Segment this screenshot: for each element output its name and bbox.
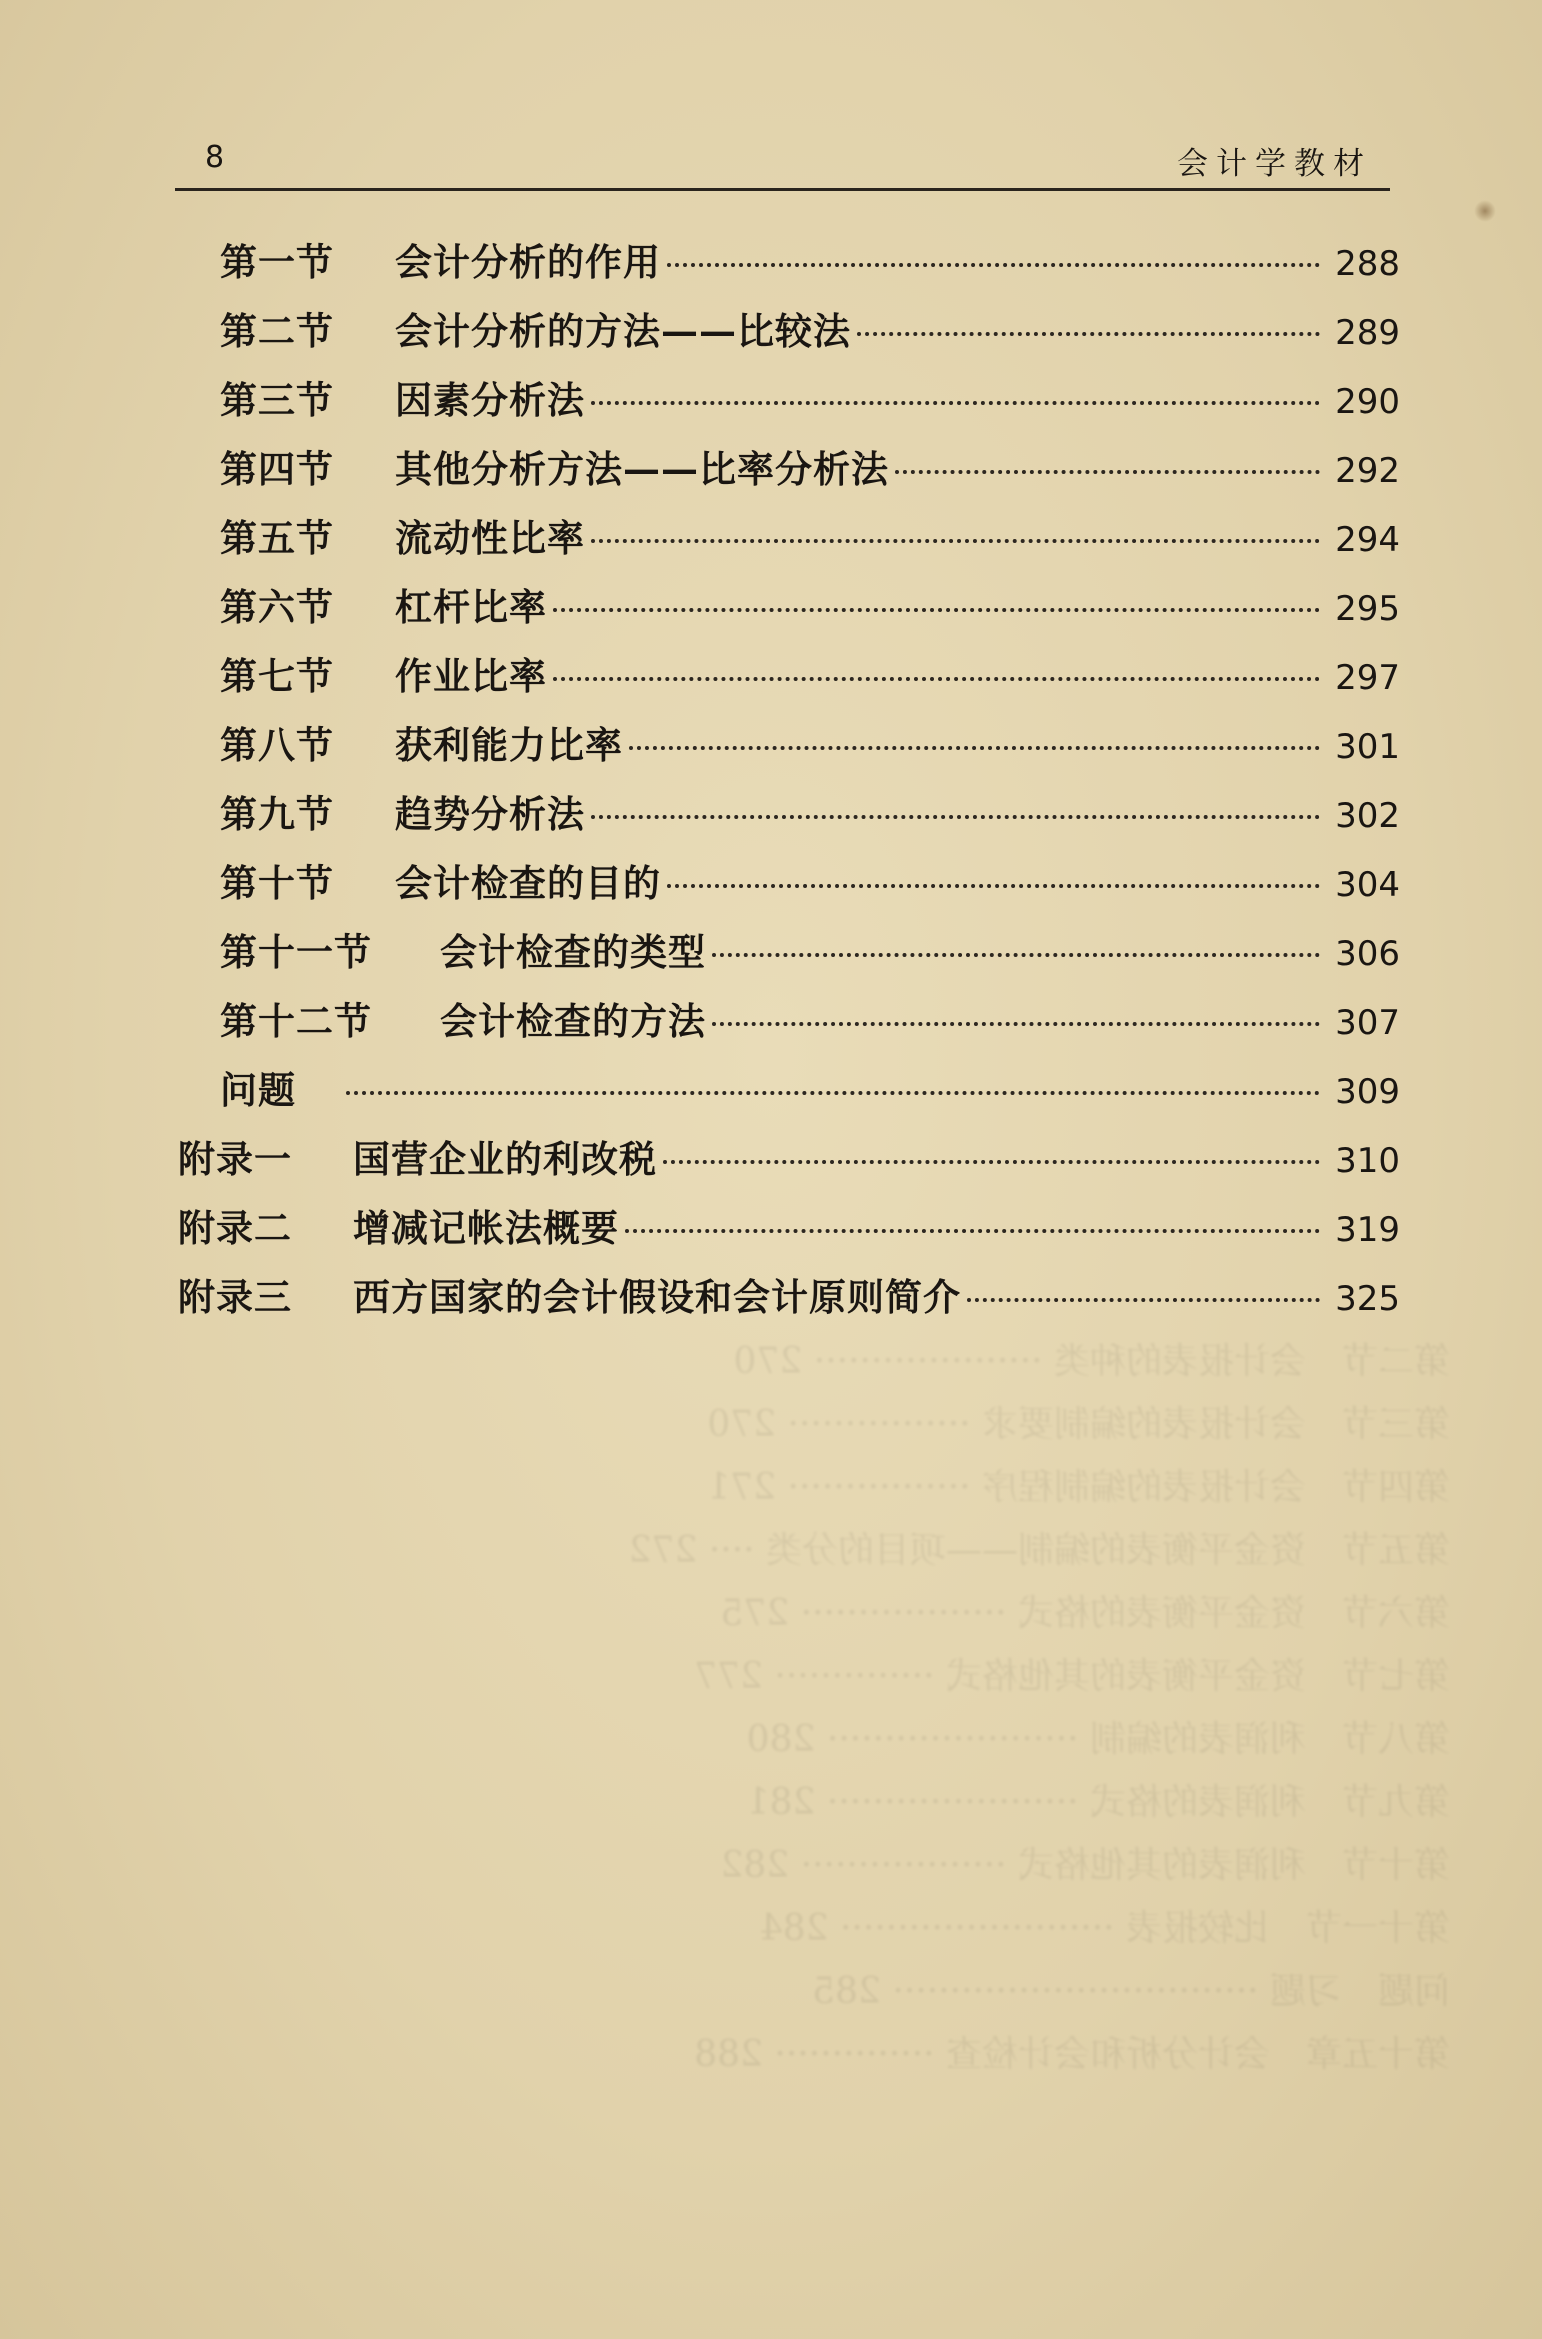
paper-stain <box>1474 200 1496 222</box>
dot-leader <box>712 953 1320 957</box>
toc-entry-number: 第四节 <box>220 447 334 491</box>
toc-entry-title: 国营企业的利改税 <box>353 1137 657 1181</box>
toc-entry-title: 因素分析法 <box>395 378 585 422</box>
toc-entry-title: 会计检查的方法 <box>440 999 706 1043</box>
toc-entry-number: 第二节 <box>220 309 334 353</box>
toc-entry-title: 杠杆比率 <box>395 585 547 629</box>
toc-entry <box>220 370 1400 420</box>
dot-leader <box>712 1022 1320 1026</box>
bleed-through-text: 第二节 会计报表的种类 ···················· 270 第三节 会计报表的编制要求 ················ 270 第四节 会计报表的编制程序 ················ 271 第五节 资金平衡表的编制——项目的分类 ···· 272 第六节 资金平衡表的格式 ·················· 275 第七节 资金平衡表的其他格式 ·············· 277 第八节 利润表的编制 ······················ 280 第九节 利润表的格式 ······················ 281 第十节 利润表的其他格式 ·················· 282 第十一节 比较报表 ························ 284 问题 习题 ································ 285 第十五章 会计分析和会计检查 ·············· 288 <box>628 1341 1450 2075</box>
toc-entry-number: 问题 <box>220 1068 296 1112</box>
toc-entry-title: 获利能力比率 <box>395 723 623 767</box>
toc-entry-page: 310 <box>1335 1141 1400 1181</box>
toc-entry-number: 第八节 <box>220 723 334 767</box>
page-number: 8 <box>205 140 225 175</box>
toc-entry <box>220 439 1400 489</box>
toc-entry-page: 319 <box>1335 1210 1400 1250</box>
dot-leader <box>857 332 1320 336</box>
toc-entry-page: 325 <box>1335 1279 1400 1319</box>
toc-entry-page: 306 <box>1335 934 1400 974</box>
toc-entry-page: 289 <box>1335 313 1400 353</box>
toc-entry-title: 增减记帐法概要 <box>353 1206 619 1250</box>
toc-entry-number: 附录二 <box>178 1206 292 1250</box>
dot-leader <box>553 677 1320 681</box>
toc-entry-title: 作业比率 <box>395 654 547 698</box>
dot-leader <box>667 884 1320 888</box>
toc-entry-number: 第十二节 <box>220 999 372 1043</box>
dot-leader <box>629 746 1320 750</box>
toc-entry-page: 304 <box>1335 865 1400 905</box>
toc-entry <box>220 784 1400 834</box>
dot-leader <box>346 1091 1320 1095</box>
toc-entry-title: 会计检查的类型 <box>440 930 706 974</box>
toc-entry-page: 297 <box>1335 658 1400 698</box>
dot-leader <box>591 401 1320 405</box>
toc-entry-number: 第十节 <box>220 861 334 905</box>
toc-entry-page: 301 <box>1335 727 1400 767</box>
toc-entry-title: 会计检查的目的 <box>395 861 661 905</box>
toc-entry <box>220 577 1400 627</box>
running-title: 会计学教材 <box>1177 146 1372 182</box>
toc-entry-page: 307 <box>1335 1003 1400 1043</box>
toc-entry-number: 第一节 <box>220 240 334 284</box>
toc-entry <box>220 232 1400 282</box>
toc-entry-number: 第十一节 <box>220 930 372 974</box>
dot-leader <box>667 263 1320 267</box>
toc-entry-number: 第五节 <box>220 516 334 560</box>
toc-entry-number: 第三节 <box>220 378 334 422</box>
toc-entry-page: 294 <box>1335 520 1400 560</box>
toc-entry-number: 附录一 <box>178 1137 292 1181</box>
toc-entry-title: 其他分析方法——比率分析法 <box>395 447 889 491</box>
toc-entry-page: 288 <box>1335 244 1400 284</box>
header-rule <box>175 188 1390 191</box>
toc-entry-number: 第六节 <box>220 585 334 629</box>
toc-entry-number: 第七节 <box>220 654 334 698</box>
dot-leader <box>967 1298 1320 1302</box>
toc-entry-title: 流动性比率 <box>395 516 585 560</box>
dot-leader <box>663 1160 1320 1164</box>
toc-entry-page: 302 <box>1335 796 1400 836</box>
toc-entry-title: 趋势分析法 <box>395 792 585 836</box>
toc-entry-page: 295 <box>1335 589 1400 629</box>
toc-entry <box>220 301 1400 351</box>
toc-entry-title: 会计分析的方法——比较法 <box>395 309 851 353</box>
toc-entry <box>178 1267 1400 1317</box>
dot-leader <box>625 1229 1320 1233</box>
toc-entry-page: 290 <box>1335 382 1400 422</box>
toc-entry <box>178 1129 1400 1179</box>
toc-entry <box>220 1060 1400 1110</box>
toc-entry <box>220 715 1400 765</box>
dot-leader <box>553 608 1320 612</box>
toc-entry <box>220 991 1400 1041</box>
toc-entry <box>220 922 1400 972</box>
dot-leader <box>591 539 1320 543</box>
toc-entry-title: 西方国家的会计假设和会计原则简介 <box>353 1275 961 1319</box>
toc-entry-number: 第九节 <box>220 792 334 836</box>
toc-entry-page: 309 <box>1335 1072 1400 1112</box>
toc-entry <box>220 646 1400 696</box>
toc-entry-number: 附录三 <box>178 1275 292 1319</box>
toc-entry-title: 会计分析的作用 <box>395 240 661 284</box>
toc-entry <box>220 853 1400 903</box>
toc-entry <box>220 508 1400 558</box>
dot-leader <box>895 470 1320 474</box>
toc-entry-page: 292 <box>1335 451 1400 491</box>
dot-leader <box>591 815 1320 819</box>
toc-entry <box>178 1198 1400 1248</box>
